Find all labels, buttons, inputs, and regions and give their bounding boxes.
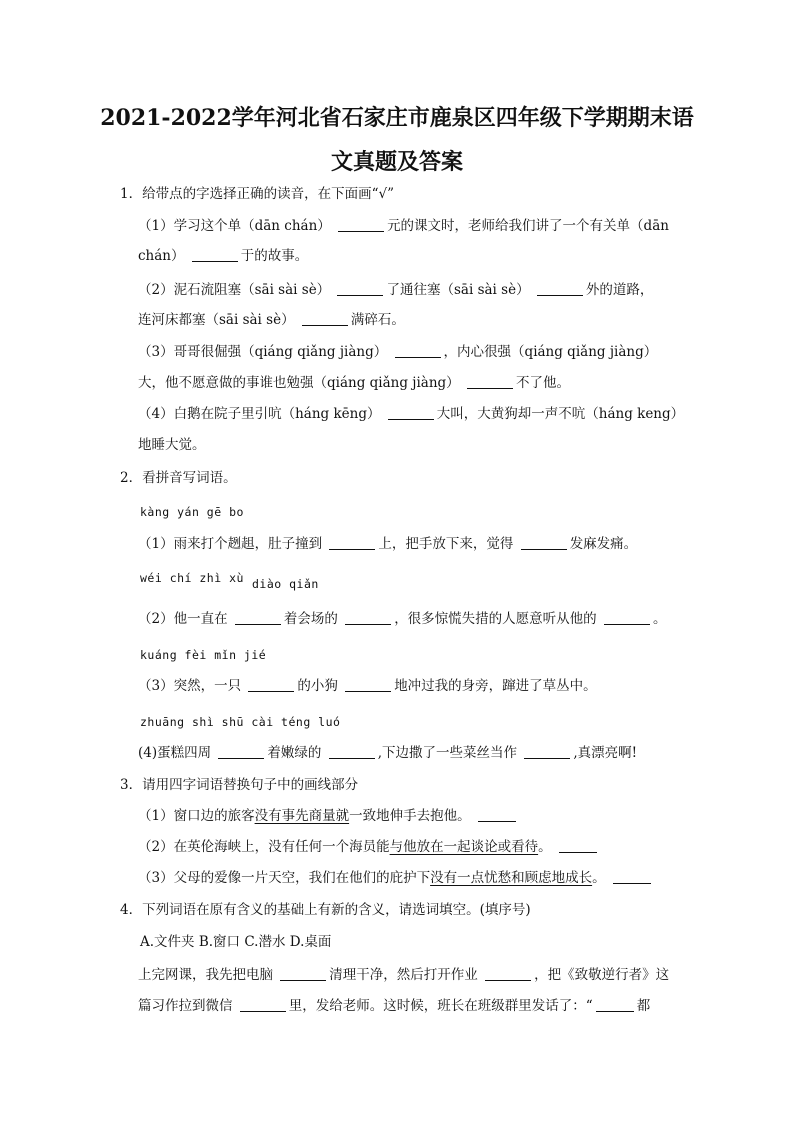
answer-blank[interactable]	[559, 838, 597, 853]
answer-blank[interactable]	[485, 966, 531, 981]
answer-blank[interactable]	[192, 247, 238, 262]
answer-blank[interactable]	[218, 744, 264, 759]
q1-item-2-text-c: 外的道路，	[585, 282, 654, 298]
answer-blank[interactable]	[604, 610, 650, 625]
q3-item-3	[138, 868, 654, 888]
q1-item-4-text-b: 大叫，大黄狗却一声不吭（háng keng）	[436, 406, 685, 422]
answer-blank[interactable]	[338, 217, 384, 232]
q2-item-1-text-b: 上，把手放下来，觉得	[378, 536, 514, 552]
answer-blank[interactable]	[345, 610, 391, 625]
q4-p1-text-a: 上完网课，我先把电脑	[138, 967, 273, 983]
answer-blank[interactable]	[521, 535, 567, 550]
answer-blank[interactable]	[613, 869, 651, 884]
q4-paragraph-line-1	[138, 965, 669, 985]
q1-item-1-line-2	[138, 246, 308, 266]
q2-pinyin-2a: wéi chí zhì xù	[140, 571, 244, 585]
q2-item-2-text-b: 着会场的	[283, 611, 338, 627]
q1-item-1-text-a: （1）学习这个单（dān chán）	[138, 218, 331, 234]
q1-item-4-line-1	[138, 404, 684, 424]
q3-stem: 3．请用四字词语替换句子中的画线部分	[120, 777, 359, 793]
answer-blank[interactable]	[345, 677, 391, 692]
q3-item-1-underlined: 没有事先商量就	[254, 808, 350, 824]
q1-item-2-text-a: （2）泥石流阻塞（sāi sài sè）	[138, 282, 331, 298]
q1-item-4-text-a: （4）白鹅在院子里引吭（háng kēng）	[138, 406, 381, 422]
answer-blank[interactable]	[524, 744, 570, 759]
q3-item-2-underlined: 与他放在一起谈论或看待	[389, 839, 539, 855]
answer-blank[interactable]	[337, 281, 383, 296]
answer-blank[interactable]	[280, 966, 326, 981]
q1-item-4-line-2: 地睡大觉。	[138, 437, 206, 453]
q1-item-1-text-b: 元的课文时，老师给我们讲了一个有关单（dān	[387, 218, 669, 234]
q1-item-1-text-d: 于的故事。	[240, 248, 309, 264]
q2-item-1	[138, 534, 637, 554]
q4-p1-text-c: ，把《致敬逆行者》这	[534, 967, 670, 983]
q3-item-2-text-a: （2）在英伦海峡上，没有任何一个海员能	[138, 839, 390, 855]
q2-item-2-text-a: （2）他一直在	[138, 611, 228, 627]
q3-item-3-text-b: 。	[592, 870, 606, 886]
q2-item-1-text-a: （1）雨来打个趔趄，肚子撞到	[138, 536, 323, 552]
q2-item-4-text-b: 着嫩绿的	[267, 745, 322, 761]
answer-blank[interactable]	[248, 677, 294, 692]
q1-item-3-line-2	[138, 373, 570, 393]
q1-item-2-text-e: 满碎石。	[350, 312, 405, 328]
q3-item-2	[138, 837, 600, 857]
q2-item-4-text-a: (4)蛋糕四周	[138, 745, 212, 761]
q2-pinyin-2b: diào qiǎn	[252, 577, 319, 591]
answer-blank[interactable]	[596, 997, 634, 1012]
q3-item-1-text-a: （1）窗口边的旅客	[138, 808, 255, 824]
q1-item-3-text-b: ，内心很强（qiáng qiǎng jiàng）	[443, 344, 658, 360]
answer-blank[interactable]	[395, 343, 441, 358]
q1-item-1-line-1	[138, 216, 669, 236]
answer-blank[interactable]	[537, 281, 583, 296]
q1-item-2-line-2	[138, 310, 405, 330]
q4-p2-text-c: 都	[636, 998, 651, 1014]
q2-item-2-text-d: 。	[652, 611, 667, 627]
q2-pinyin-4: zhuāng shì shū cài téng luó	[140, 715, 341, 729]
q2-item-3-text-a: （3）突然，一只	[138, 678, 242, 694]
q1-item-1-text-c: chán）	[138, 248, 185, 264]
q2-item-3-text-c: 地冲过我的身旁，蹿进了草丛中。	[394, 678, 597, 694]
q2-item-1-text-c: 发麻发痛。	[569, 536, 638, 552]
q2-pinyin-1: kàng yán gē bo	[140, 505, 244, 519]
q2-item-2-text-c: ，很多惊慌失措的人愿意听从他的	[394, 611, 597, 627]
q1-item-3-text-a: （3）哥哥很倔强（qiáng qiǎng jiàng）	[138, 344, 388, 360]
q4-p1-text-b: 清理干净，然后打开作业	[329, 967, 478, 983]
q2-stem: 2．看拼音写词语。	[120, 470, 237, 486]
q4-stem: 4．下列词语在原有含义的基础上有新的含义，请选词填空。(填序号)	[120, 902, 531, 918]
q3-item-3-text-a: （3）父母的爱像一片天空，我们在他们的庇护下	[138, 870, 431, 886]
answer-blank[interactable]	[467, 374, 513, 389]
answer-blank[interactable]	[388, 405, 434, 420]
q1-item-3-text-c: 大，他不愿意做的事谁也勉强（qiáng qiǎng jiàng）	[138, 375, 460, 391]
q4-options: A.文件夹 B.窗口 C.潜水 D.桌面	[140, 934, 332, 950]
q4-p2-text-b: 里，发给老师。这时候，班长在班级群里发话了：“	[288, 998, 593, 1014]
answer-blank[interactable]	[240, 997, 286, 1012]
q1-item-3-line-1	[138, 342, 657, 362]
q1-item-3-text-d: 不了他。	[515, 375, 570, 391]
q1-item-2-text-b: 了通往塞（sāi sài sè）	[386, 282, 530, 298]
page-title-line-1: 2021-2022学年河北省石家庄市鹿泉区四年级下学期期末语	[100, 105, 694, 131]
q3-item-3-underlined: 没有一点忧愁和顾虑地成长	[430, 870, 593, 886]
answer-blank[interactable]	[235, 610, 281, 625]
q2-item-2	[138, 609, 666, 629]
q2-item-3-text-b: 的小狗	[297, 678, 338, 694]
q2-item-4-text-c: ,下边撒了一些菜丝当作	[377, 745, 518, 761]
q1-item-2-text-d: 连河床都塞（sāi sài sè）	[138, 312, 295, 328]
q1-item-2-line-1	[138, 280, 653, 300]
q3-item-1	[138, 806, 519, 826]
q2-pinyin-3: kuáng fèi mǐn jié	[140, 648, 267, 662]
q1-stem: 1．给带点的字选择正确的读音，在下面画“√”	[120, 186, 394, 202]
q3-item-2-text-b: 。	[538, 839, 552, 855]
answer-blank[interactable]	[478, 807, 516, 822]
q2-item-4	[138, 743, 637, 763]
answer-blank[interactable]	[329, 535, 375, 550]
q4-p2-text-a: 篇习作拉到微信	[138, 998, 233, 1014]
page-title-line-2: 文真题及答案	[330, 149, 463, 175]
q2-item-3	[138, 676, 597, 696]
q4-paragraph-line-2	[138, 996, 650, 1016]
answer-blank[interactable]	[329, 744, 375, 759]
q2-item-4-text-d: ,真漂亮啊!	[573, 745, 638, 761]
answer-blank[interactable]	[302, 311, 348, 326]
q3-item-1-text-b: 一致地伸手去抱他。	[349, 808, 471, 824]
